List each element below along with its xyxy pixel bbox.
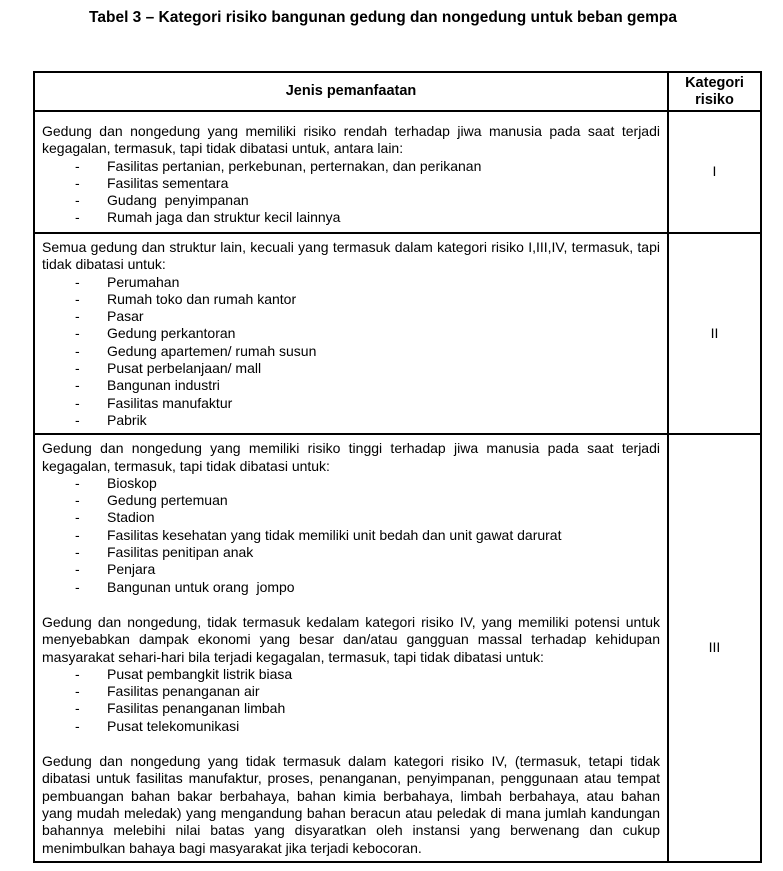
paragraph: Gedung dan nongedung, tidak termasuk kedalam kategori risiko IV, yang memiliki potensi untuk menyebabkan dampak ekonomi yang besar dan/atau gangguan massal terhadap kehidupan masyarakat sehari-hari bila terjadi kegagalan, termasuk, tapi tidak dibatasi untuk: (42, 613, 660, 665)
bullet-item (42, 175, 660, 192)
bullet-item (42, 343, 660, 360)
bullet-text: Fasilitas kesehatan yang tidak memiliki unit bedah dan unit gawat darurat (107, 526, 562, 543)
dash-bullet-icon: - (75, 474, 80, 491)
dash-bullet-icon: - (75, 325, 80, 342)
column-header-kategori-risiko: Kategori risiko (668, 72, 761, 111)
bullet-item (42, 475, 660, 492)
category-cell: I (668, 111, 761, 233)
bullet-item (42, 700, 660, 717)
dash-bullet-icon: - (75, 174, 80, 191)
bullet-text: Gedung pertemuan (107, 492, 228, 509)
bullet-text: Gudang penyimpanan (107, 192, 249, 209)
bullet-item (42, 192, 660, 209)
bullet-text: Pasar (107, 308, 144, 325)
dash-bullet-icon: - (75, 578, 80, 595)
table-body (34, 111, 761, 862)
table-row (34, 233, 761, 434)
dash-bullet-icon: - (75, 394, 80, 411)
dash-bullet-icon: - (75, 492, 80, 509)
bullet-text: Stadion (107, 509, 155, 526)
paragraph: Gedung dan nongedung yang memiliki risiko tinggi terhadap jiwa manusia pada saat terjadi kegagalan, termasuk, tapi tidak dibatasi untuk: (42, 440, 660, 474)
bullet-text: Gedung apartemen/ rumah susun (107, 342, 317, 359)
bullet-item (42, 158, 660, 175)
bullet-item (42, 274, 660, 291)
usage-cell (34, 434, 668, 862)
bullet-item (42, 579, 660, 596)
dash-bullet-icon: - (75, 209, 80, 226)
dash-bullet-icon: - (75, 192, 80, 209)
bullet-item (42, 325, 660, 342)
dash-bullet-icon: - (75, 411, 80, 428)
dash-bullet-icon: - (75, 157, 80, 174)
dash-bullet-icon: - (75, 717, 80, 734)
bullet-text: Fasilitas penitipan anak (107, 544, 254, 561)
bullet-text: Pusat telekomunikasi (107, 717, 240, 734)
dash-bullet-icon: - (75, 561, 80, 578)
bullet-item (42, 561, 660, 578)
bullet-text: Rumah jaga dan struktur kecil lainnya (107, 209, 341, 226)
table-header (34, 72, 761, 111)
bullet-item (42, 395, 660, 412)
usage-cell (34, 233, 668, 434)
bullet-text: Pabrik (107, 411, 147, 428)
table-caption: Tabel 3 – Kategori risiko bangunan gedung dan nongedung untuk beban gempa (89, 9, 677, 26)
category-cell: III (668, 434, 761, 862)
dash-bullet-icon: - (75, 544, 80, 561)
bullet-item (42, 291, 660, 308)
table-row (34, 434, 761, 862)
usage-cell (34, 111, 668, 233)
bullet-text: Gedung perkantoran (107, 325, 236, 342)
bullet-item (42, 666, 660, 683)
bullet-text: Bangunan industri (107, 377, 220, 394)
dash-bullet-icon: - (75, 526, 80, 543)
dash-bullet-icon: - (75, 342, 80, 359)
bullet-item (42, 527, 660, 544)
bullet-text: Fasilitas penanganan air (107, 683, 260, 700)
paragraph: Gedung dan nongedung yang memiliki risiko rendah terhadap jiwa manusia pada saat terjadi kegagalan, termasuk, tapi tidak dibatasi untuk, antara lain: (42, 123, 660, 157)
dash-bullet-icon: - (75, 273, 80, 290)
bullet-text: Fasilitas sementara (107, 174, 229, 191)
bullet-item (42, 718, 660, 735)
bullet-text: Bioskop (107, 474, 157, 491)
dash-bullet-icon: - (75, 360, 80, 377)
bullet-text: Pusat pembangkit listrik biasa (107, 665, 293, 682)
bullet-item (42, 308, 660, 325)
bullet-item (42, 509, 660, 526)
table-row (34, 111, 761, 233)
bullet-text: Fasilitas pertanian, perkebunan, perternakan, dan perikanan (107, 157, 482, 174)
bullet-item (42, 377, 660, 394)
bullet-text: Bangunan untuk orang jompo (107, 578, 295, 595)
bullet-text: Pusat perbelanjaan/ mall (107, 360, 262, 377)
bullet-item (42, 683, 660, 700)
dash-bullet-icon: - (75, 290, 80, 307)
dash-bullet-icon: - (75, 377, 80, 394)
bullet-list (42, 666, 660, 735)
bullet-item (42, 360, 660, 377)
bullet-list (42, 274, 660, 430)
risk-category-table (33, 71, 762, 863)
bullet-item (42, 209, 660, 226)
dash-bullet-icon: - (75, 683, 80, 700)
dash-bullet-icon: - (75, 509, 80, 526)
bullet-list (42, 158, 660, 227)
bullet-item (42, 412, 660, 429)
bullet-text: Fasilitas manufaktur (107, 394, 233, 411)
bullet-item (42, 492, 660, 509)
bullet-item (42, 544, 660, 561)
dash-bullet-icon: - (75, 308, 80, 325)
dash-bullet-icon: - (75, 665, 80, 682)
header-row (34, 72, 761, 111)
column-header-jenis-pemanfaatan: Jenis pemanfaatan (34, 72, 668, 111)
bullet-text: Perumahan (107, 273, 180, 290)
bullet-text: Fasilitas penanganan limbah (107, 700, 286, 717)
bullet-text: Penjara (107, 561, 156, 578)
category-cell: II (668, 233, 761, 434)
paragraph: Gedung dan nongedung yang tidak termasuk dalam kategori risiko IV, (termasuk, tetapi tidak dibatasi untuk fasilitas manufaktur, proses, penanganan, penyimpanan, penggunaan atau tempat pembuangan bahan bakar berbahaya, bahan kimia berbahaya, limbah berbahaya, atau bahan yang mudah meledak) yang mengandung bahan beracun atau peledak di mana jumlah kandungan bahannya melebihi nilai batas yang disyaratkan oleh instansi yang berwenang dan cukup menimbulkan bahaya bagi masyarakat jika terjadi kebocoran. (42, 753, 660, 856)
dash-bullet-icon: - (75, 700, 80, 717)
bullet-list (42, 475, 660, 596)
bullet-text: Rumah toko dan rumah kantor (107, 290, 297, 307)
paragraph: Semua gedung dan struktur lain, kecuali yang termasuk dalam kategori risiko I,III,IV, termasuk, tapi tidak dibatasi untuk: (42, 239, 660, 273)
